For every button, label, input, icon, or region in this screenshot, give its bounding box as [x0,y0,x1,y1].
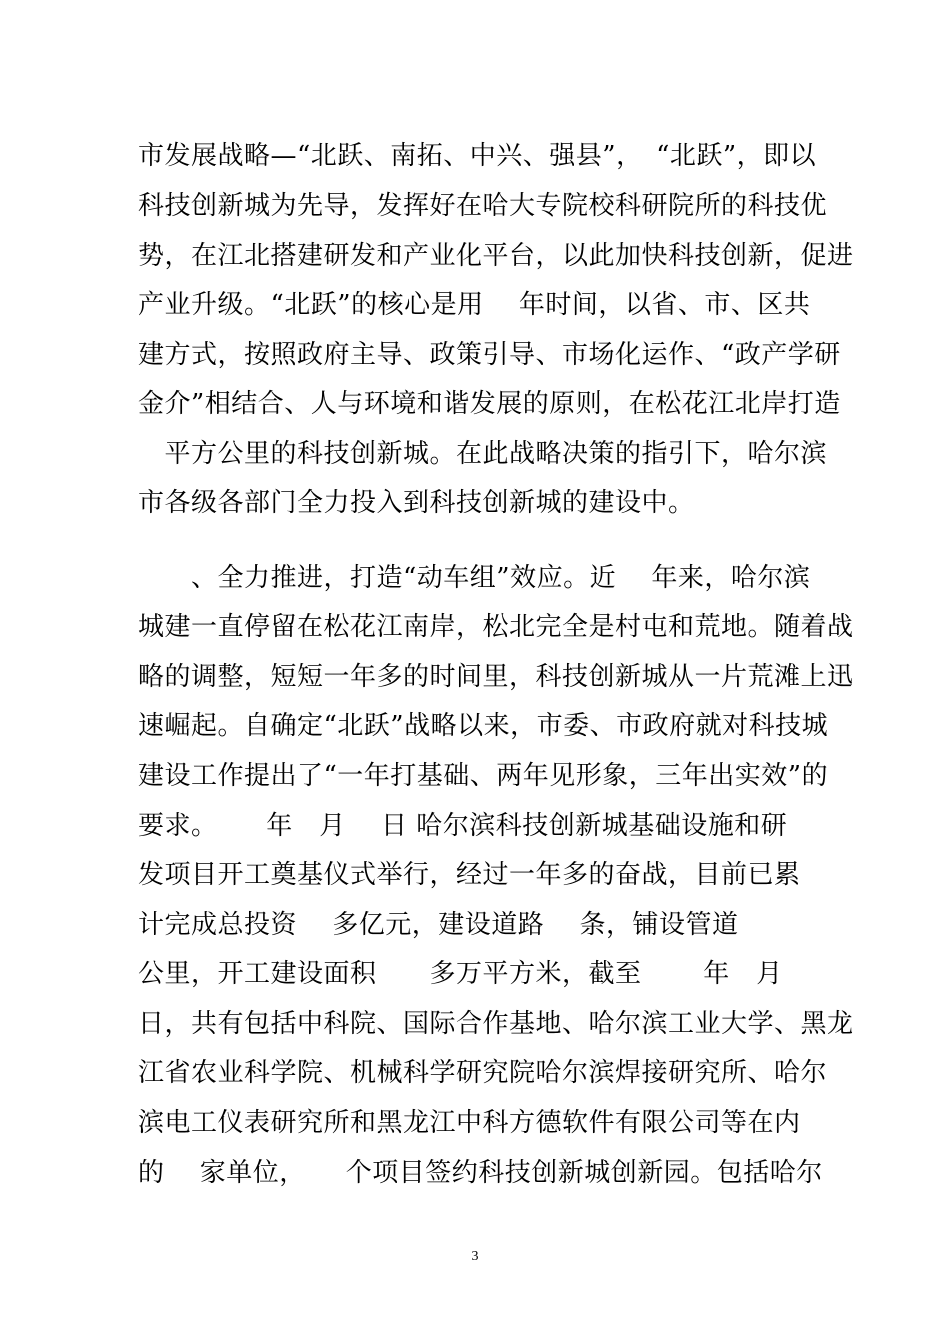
text-line: 科技创新城为先导，发挥好在哈大专院校科研院所的科技优 [138,191,828,221]
text-line: 的 家单位， 个项目签约科技创新城创新园。包括哈尔 [138,1158,823,1188]
text-line: 江省农业科学院、机械科学研究院哈尔滨焊接研究所、哈尔 [138,1058,828,1088]
text-line: 、全力推进，打造“动车组”效应。近 年来，哈尔滨 [138,563,811,593]
page-number: 3 [471,1249,479,1264]
text-line: 日，共有包括中科院、国际合作基地、哈尔滨工业大学、黑龙 [138,1009,854,1039]
text-line: 发项目开工奠基仪式举行，经过一年多的奋战，目前已累 [138,860,801,890]
text-line: 城建一直停留在松花江南岸，松北完全是村屯和荒地。随着战 [138,612,854,642]
text-line: 计完成总投资 多亿元，建设道路 条，铺设管道 [138,910,739,940]
text-line: 势，在江北搭建研发和产业化平台，以此加快科技创新，促进 [138,241,854,271]
text-line: 滨电工仪表研究所和黑龙江中科方德软件有限公司等在内 [138,1108,801,1138]
text-line: 产业升级。“北跃”的核心是用 年时间，以省、市、区共 [138,290,811,320]
text-line: 市发展战略—“北跃、南拓、中兴、强县”， “北跃”，即以 [138,141,817,171]
text-line: 速崛起。自确定“北跃”战略以来，市委、市政府就对科技城 [138,711,829,741]
text-line: 建设工作提出了“一年打基础、两年见形象，三年出实效”的 [138,761,829,791]
text-line: 要求。 年 月 日 哈尔滨科技创新城基础设施和研 [138,811,788,841]
text-line: 平方公里的科技创新城。在此战略决策的指引下，哈尔滨 [138,439,828,469]
text-line: 略的调整，短短一年多的时间里，科技创新城从一片荒滩上迅 [138,662,854,692]
text-line: 金介”相结合、人与环境和谐发展的原则，在松花江北岸打造 [138,389,841,419]
text-line: 公里，开工建设面积 多万平方米，截至 年 月 [138,959,783,989]
text-line: 建方式，按照政府主导、政策引导、市场化运作、“政产学研 [138,340,841,370]
text-line: 市各级各部门全力投入到科技创新城的建设中。 [138,488,695,518]
